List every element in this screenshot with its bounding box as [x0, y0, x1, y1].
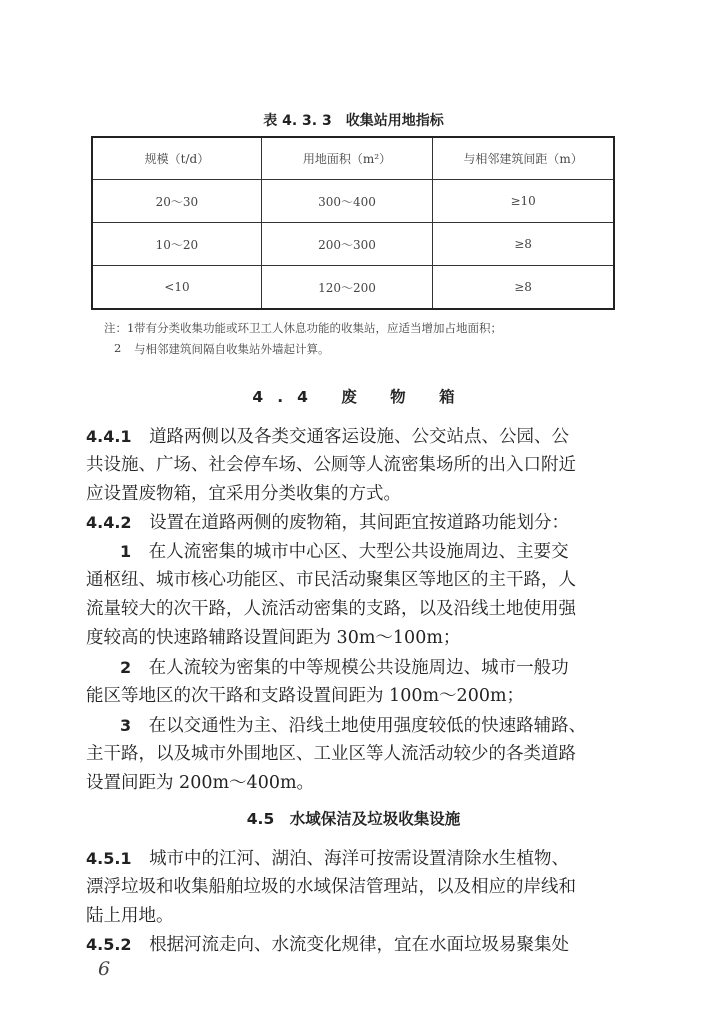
note-item-2: 与相邻建筑间隔自收集站外墙起计算。 [134, 342, 330, 356]
clause-4-4-1-line: 共设施、广场、社会停车场、公厕等人流密集场所的出入口附近 [86, 455, 576, 475]
clause-4-4-2-item-1-line [120, 538, 569, 566]
clause-4-4-2-line [86, 509, 569, 537]
clause-4-4-2-item-2-line: 能区等地区的次干路和支路设置间距为 100m～200m； [86, 686, 525, 706]
clause-number: 4.5.2 [86, 935, 132, 954]
section-heading-4-4: 4.4 废 物 箱 [252, 388, 469, 406]
clause-4-5-1-line: 漂浮垃圾和收集船舶垃圾的水域保洁管理站，以及相应的岸线和 [86, 877, 576, 897]
clause-4-5-2-line [86, 931, 569, 959]
item-text: 在人流较为密集的中等规模公共设施周边、城市一般功 [148, 658, 569, 678]
column-header-distance: 与相邻建筑间距（m） [433, 137, 614, 180]
table-row [92, 180, 614, 223]
clause-4-4-2-item-1-line: 流量较大的次干路，人流活动密集的支路，以及沿线土地使用强 [86, 599, 576, 619]
table-cell: ≥8 [433, 266, 614, 310]
clause-text: 根据河流走向、水流变化规律，宜在水面垃圾易聚集处 [149, 935, 570, 955]
note-item-2-number: 2 [114, 341, 122, 355]
clause-text: 道路两侧以及各类交通客运设施、公交站点、公园、公 [149, 427, 570, 447]
clause-number: 4.5.1 [86, 849, 132, 868]
table-cell: ≥10 [433, 180, 614, 223]
page-number: 6 [98, 958, 111, 980]
clause-text: 设置在道路两侧的废物箱，其间距宜按道路功能划分： [149, 513, 570, 533]
note-item-1: 带有分类收集功能或环卫工人休息功能的收集站，应适当增加占地面积； [134, 321, 502, 335]
table-cell: <10 [92, 266, 261, 310]
section-heading-4-5: 4.5 水域保洁及垃圾收集设施 [246, 810, 461, 828]
column-header-area: 用地面积（m²） [261, 137, 432, 180]
item-text: 在以交通性为主、沿线土地使用强度较低的快速路辅路、 [148, 716, 587, 736]
table-row [92, 223, 614, 266]
column-header-scale: 规模（t/d） [92, 137, 261, 180]
clause-4-4-2-item-3-line: 设置间距为 200m～400m。 [86, 773, 315, 793]
clause-4-4-2-item-2-line [120, 654, 569, 682]
item-number: 2 [120, 658, 132, 677]
clause-4-4-2-item-1-line: 通枢纽、城市核心功能区、市民活动聚集区等地区的主干路，人 [86, 570, 576, 590]
table-cell: 20～30 [92, 180, 261, 223]
item-number: 1 [120, 542, 132, 561]
clause-4-4-2-item-3-line [120, 712, 586, 740]
clause-4-5-1-line [86, 845, 569, 873]
clause-4-4-1-line [86, 423, 569, 451]
table-header-row [92, 137, 614, 180]
item-text: 在人流密集的城市中心区、大型公共设施周边、主要交 [148, 542, 569, 562]
clause-4-4-2-item-1-line: 度较高的快速路辅路设置间距为 30m～100m； [86, 628, 461, 648]
clause-4-4-1-line: 应设置废物箱，宜采用分类收集的方式。 [86, 484, 401, 504]
clause-4-4-2-item-3-line: 主干路，以及城市外围地区、工业区等人流活动较少的各类道路 [86, 744, 576, 764]
table-cell: 200～300 [261, 223, 432, 266]
clause-4-5-1-line: 陆上用地。 [86, 906, 174, 926]
clause-text: 城市中的江河、湖泊、海洋可按需设置清除水生植物、 [149, 849, 570, 869]
item-number: 3 [120, 716, 132, 735]
clause-number: 4.4.2 [86, 513, 132, 532]
table-cell: 10～20 [92, 223, 261, 266]
land-use-table [91, 136, 615, 310]
table-cell: ≥8 [433, 223, 614, 266]
table-cell: 300～400 [261, 180, 432, 223]
table-row [92, 266, 614, 310]
clause-number: 4.4.1 [86, 427, 132, 446]
table-cell: 120～200 [261, 266, 432, 310]
table-title: 表 4. 3. 3 收集站用地指标 [263, 113, 444, 129]
note-label: 注：1 [104, 321, 135, 335]
